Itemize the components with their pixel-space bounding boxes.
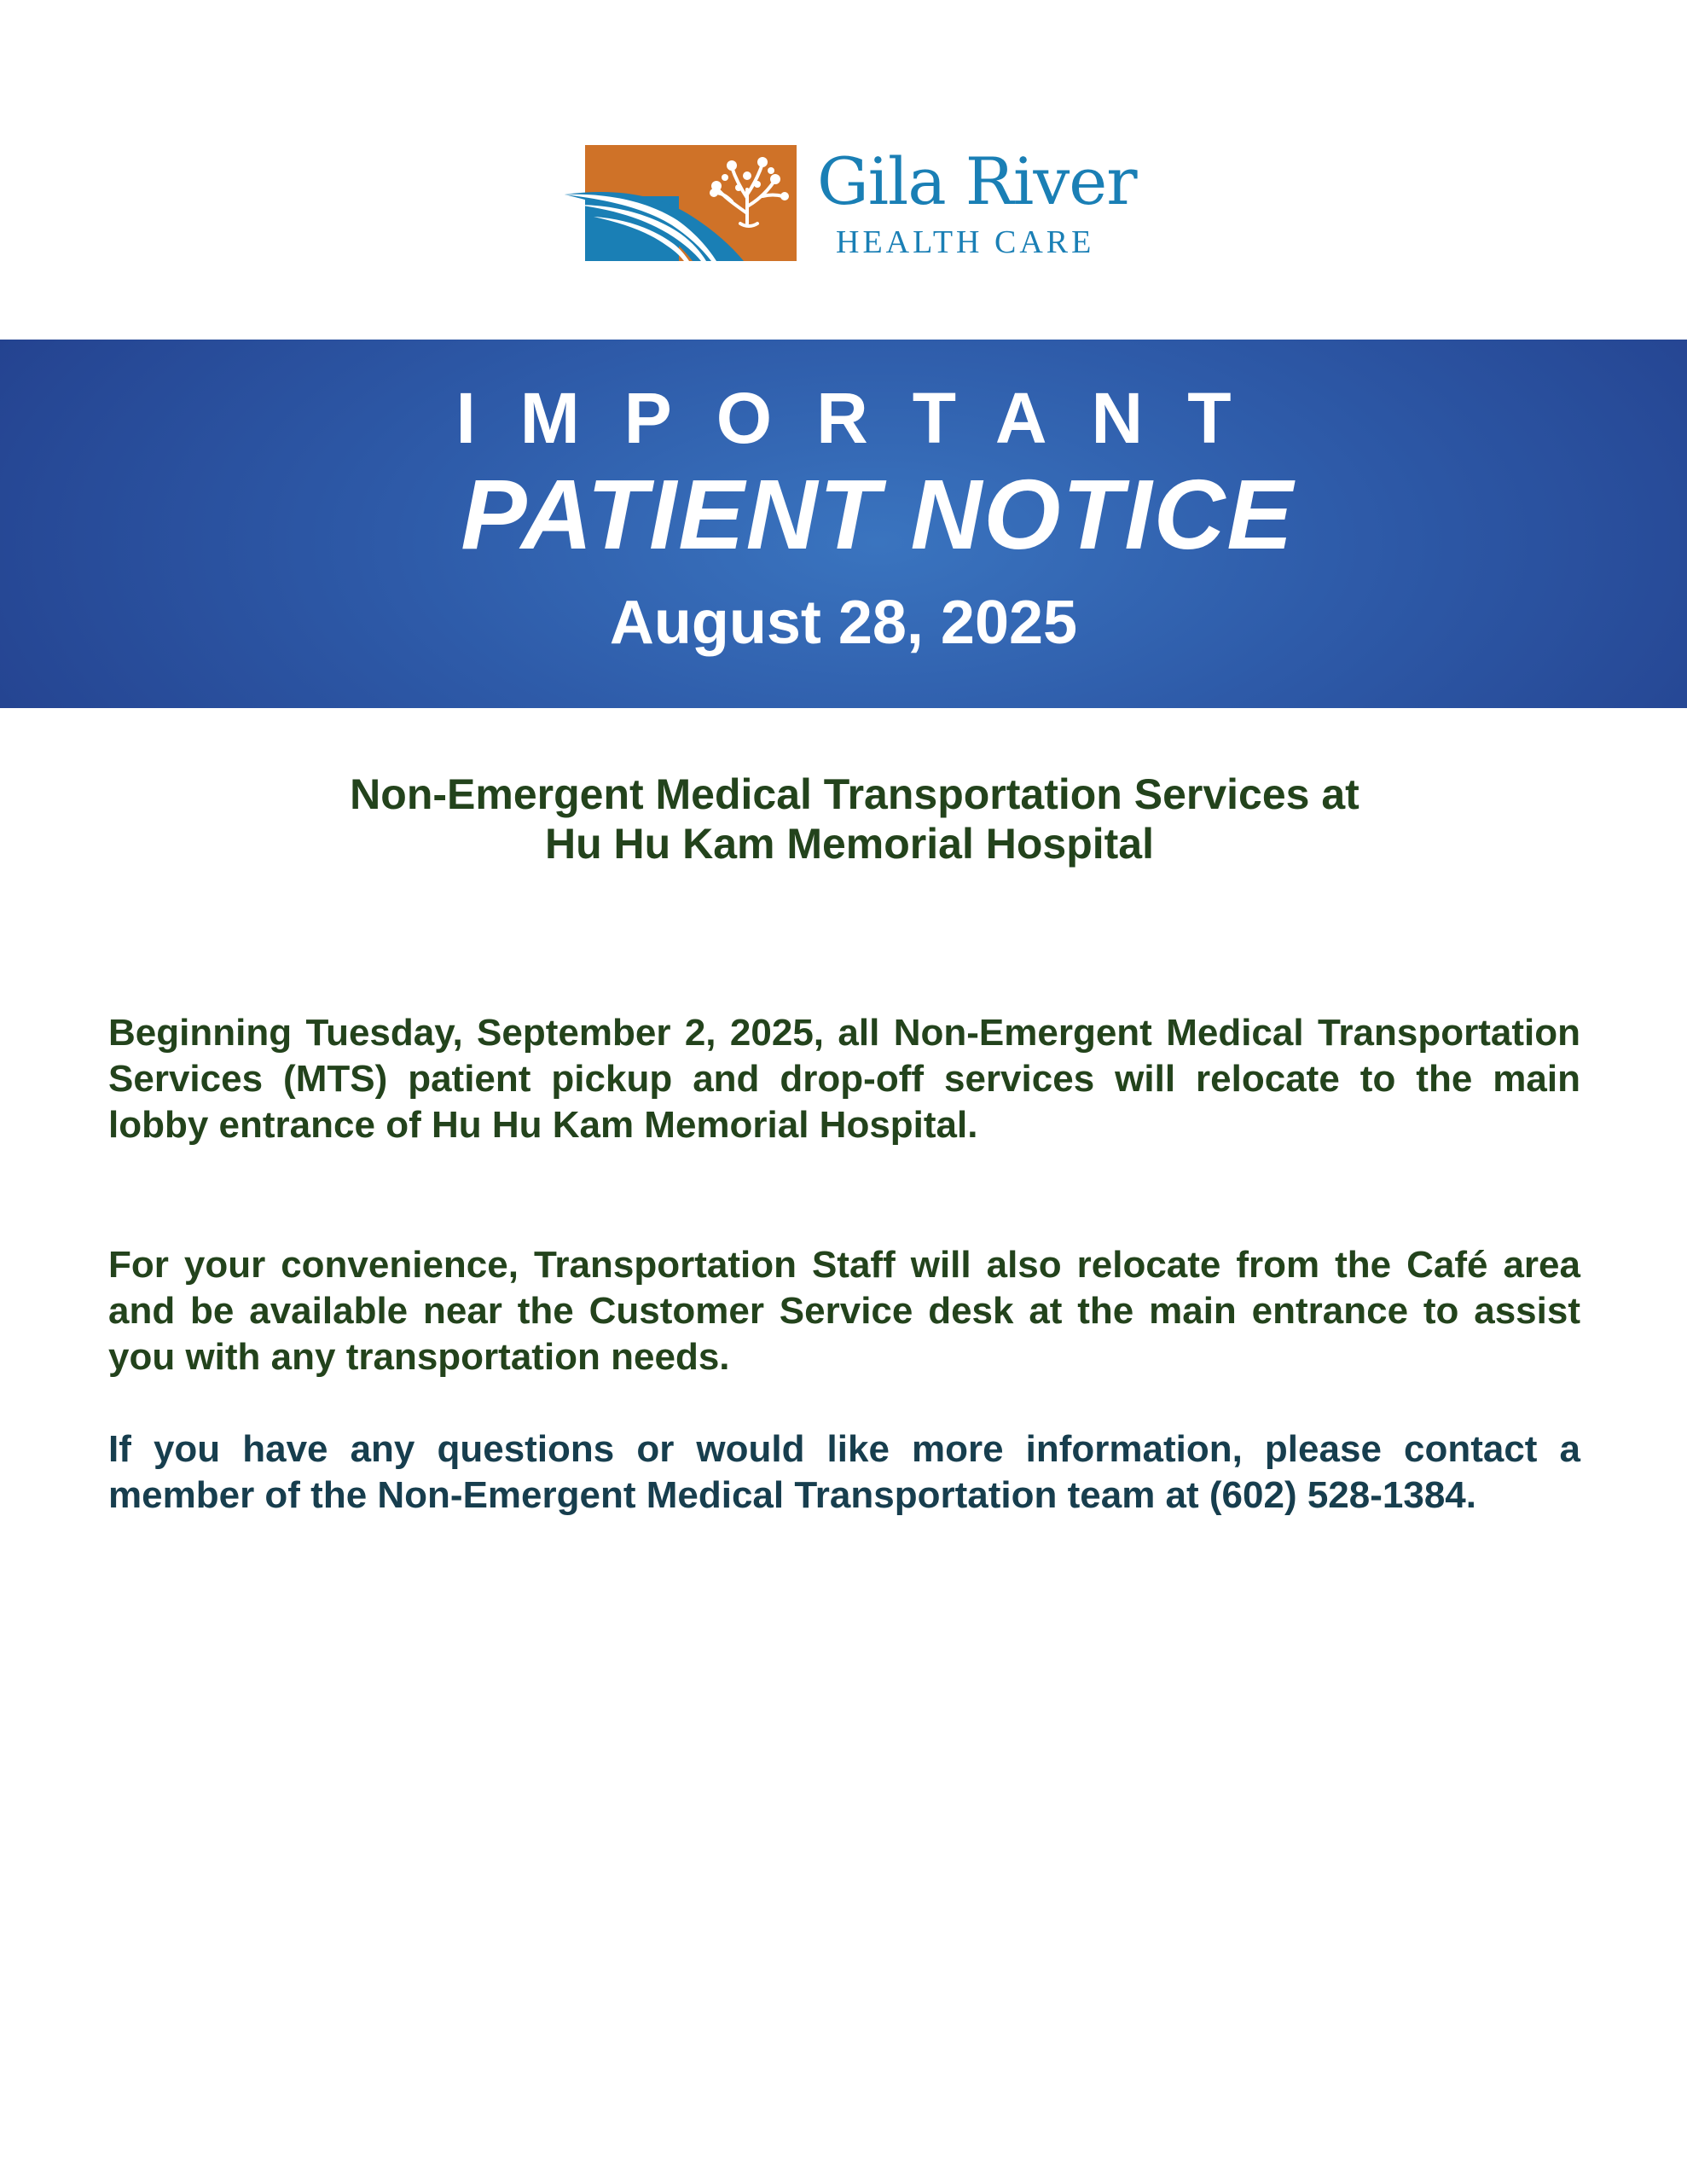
banner-title: PATIENT NOTICE <box>461 459 1295 570</box>
paragraph-contact: If you have any questions or would like more information, please contact a member of the Non-Emergent Medical Transportation team at (602) 528-1384. <box>108 1428 1580 1516</box>
logo-subtitle: HEALTH CARE <box>836 224 1095 260</box>
paragraph-staff: For your convenience, Transportation Staff will also relocate from the Café area and be available near the Customer Service desk at the main entrance to assist you with any transportation needs. <box>108 1244 1580 1378</box>
subtitle-line-2: Hu Hu Kam Memorial Hospital <box>545 820 1154 868</box>
paragraph-relocation: Beginning Tuesday, September 2, 2025, all Non-Emergent Medical Transportation Services (MTS) patient pickup and drop-off services will relocate to the main lobby entrance of Hu Hu Kam Memorial Hospital. <box>108 1012 1580 1146</box>
banner-heading: IMPORTANT <box>455 378 1276 458</box>
gila-river-logo <box>565 143 1137 261</box>
banner-date: August 28, 2025 <box>609 589 1078 657</box>
notice-banner <box>0 340 1687 708</box>
subtitle-line-1: Non-Emergent Medical Transportation Services at <box>350 770 1359 818</box>
notice-subtitle <box>0 770 1687 868</box>
logo-name: Gila River <box>817 143 1137 219</box>
logo-mark-icon <box>565 145 797 261</box>
